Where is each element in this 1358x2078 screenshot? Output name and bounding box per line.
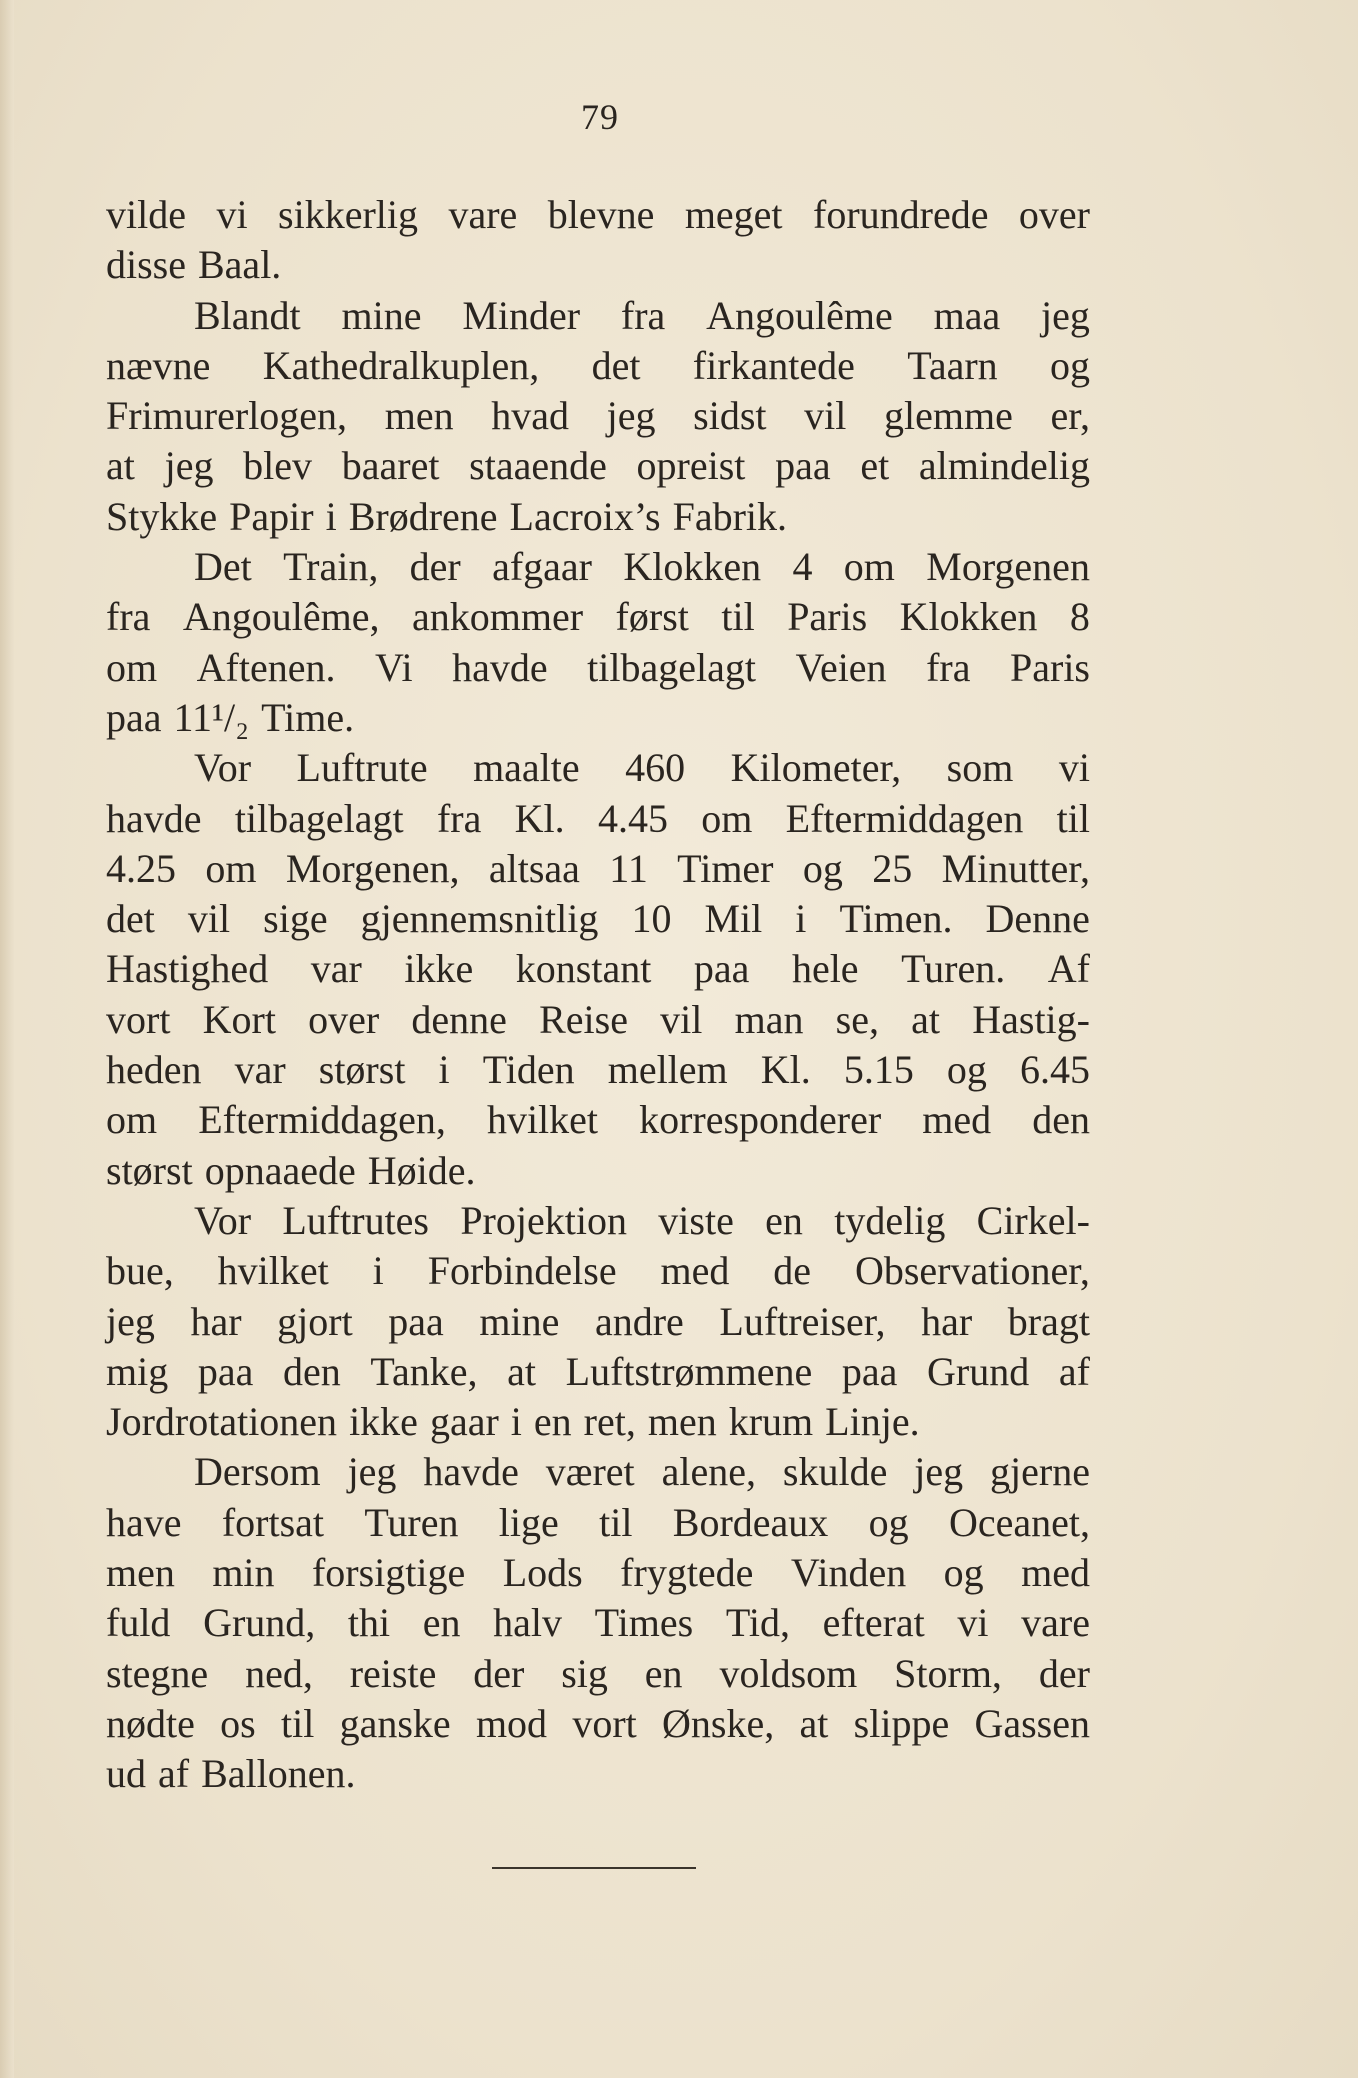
text-line: om Eftermiddagen, hvilket korresponderer med den [106,1097,1090,1143]
page-gutter-edge [0,0,14,2078]
text-line: heden var størst i Tiden mellem Kl. 5.15 og 6.45 [106,1047,1090,1093]
text-line: nødte os til ganske mod vort Ønske, at slippe Gassen [106,1700,1090,1746]
text-line: paa 11¹/₂ Time. [106,694,355,740]
text-line: fra Angoulême, ankommer først til Paris Klokken 8 [106,594,1090,640]
text-line: vilde vi sikkerlig vare blevne meget forundrede over [106,192,1090,237]
text-line: Det Train, der afgaar Klokken 4 om Morgenen [194,544,1090,590]
text-line: størst opnaaede Høide. [106,1147,476,1193]
text-line: Blandt mine Minder fra Angoulême maa jeg [194,292,1090,338]
text-line: ud af Ballonen. [106,1751,356,1797]
text-line: Hastighed var ikke konstant paa hele Turen. Af [106,946,1090,992]
text-line: Frimurerlogen, men hvad jeg sidst vil glemme er, [106,393,1090,439]
text-line: Vor Luftrute maalte 460 Kilometer, som vi [194,745,1090,791]
text-line: men min forsigtige Lods frygtede Vinden og med [106,1550,1090,1596]
text-line: mig paa den Tanke, at Luftstrømmene paa Grund af [106,1348,1090,1394]
text-line: stegne ned, reiste der sig en voldsom Storm, der [106,1650,1090,1696]
text-line: nævne Kathedralkuplen, det firkantede Taarn og [106,342,1090,388]
text-line: bue, hvilket i Forbindelse med de Observationer, [106,1248,1090,1294]
text-line: vort Kort over denne Reise vil man se, at Hastig- [106,996,1090,1042]
text-line: havde tilbagelagt fra Kl. 4.45 om Eftermiddagen til [106,795,1090,841]
text-line: Jordrotationen ikke gaar i en ret, men krum Linje. [106,1399,920,1445]
text-line: Stykke Papir i Brødrene Lacroix’s Fabrik. [106,493,788,539]
end-rule [492,1867,696,1869]
page-number: 79 [581,97,619,137]
body-text [106,190,1090,1800]
text-line: om Aftenen. Vi havde tilbagelagt Veien fra Paris [106,644,1090,690]
text-line: Dersom jeg havde været alene, skulde jeg gjerne [194,1449,1090,1495]
text-line: at jeg blev baaret staaende opreist paa et almindelig [106,443,1090,489]
text-line: have fortsat Turen lige til Bordeaux og Oceanet, [106,1499,1090,1545]
text-line: jeg har gjort paa mine andre Luftreiser, har bragt [106,1298,1090,1344]
text-line: Vor Luftrutes Projektion viste en tydelig Cirkel- [194,1197,1090,1243]
text-line: fuld Grund, thi en halv Times Tid, efterat vi vare [106,1600,1090,1646]
text-line: 4.25 om Morgenen, altsaa 11 Timer og 25 Minutter, [106,845,1090,891]
text-line: det vil sige gjennemsnitlig 10 Mil i Timen. Denne [106,896,1090,942]
text-line: disse Baal. [106,242,282,288]
